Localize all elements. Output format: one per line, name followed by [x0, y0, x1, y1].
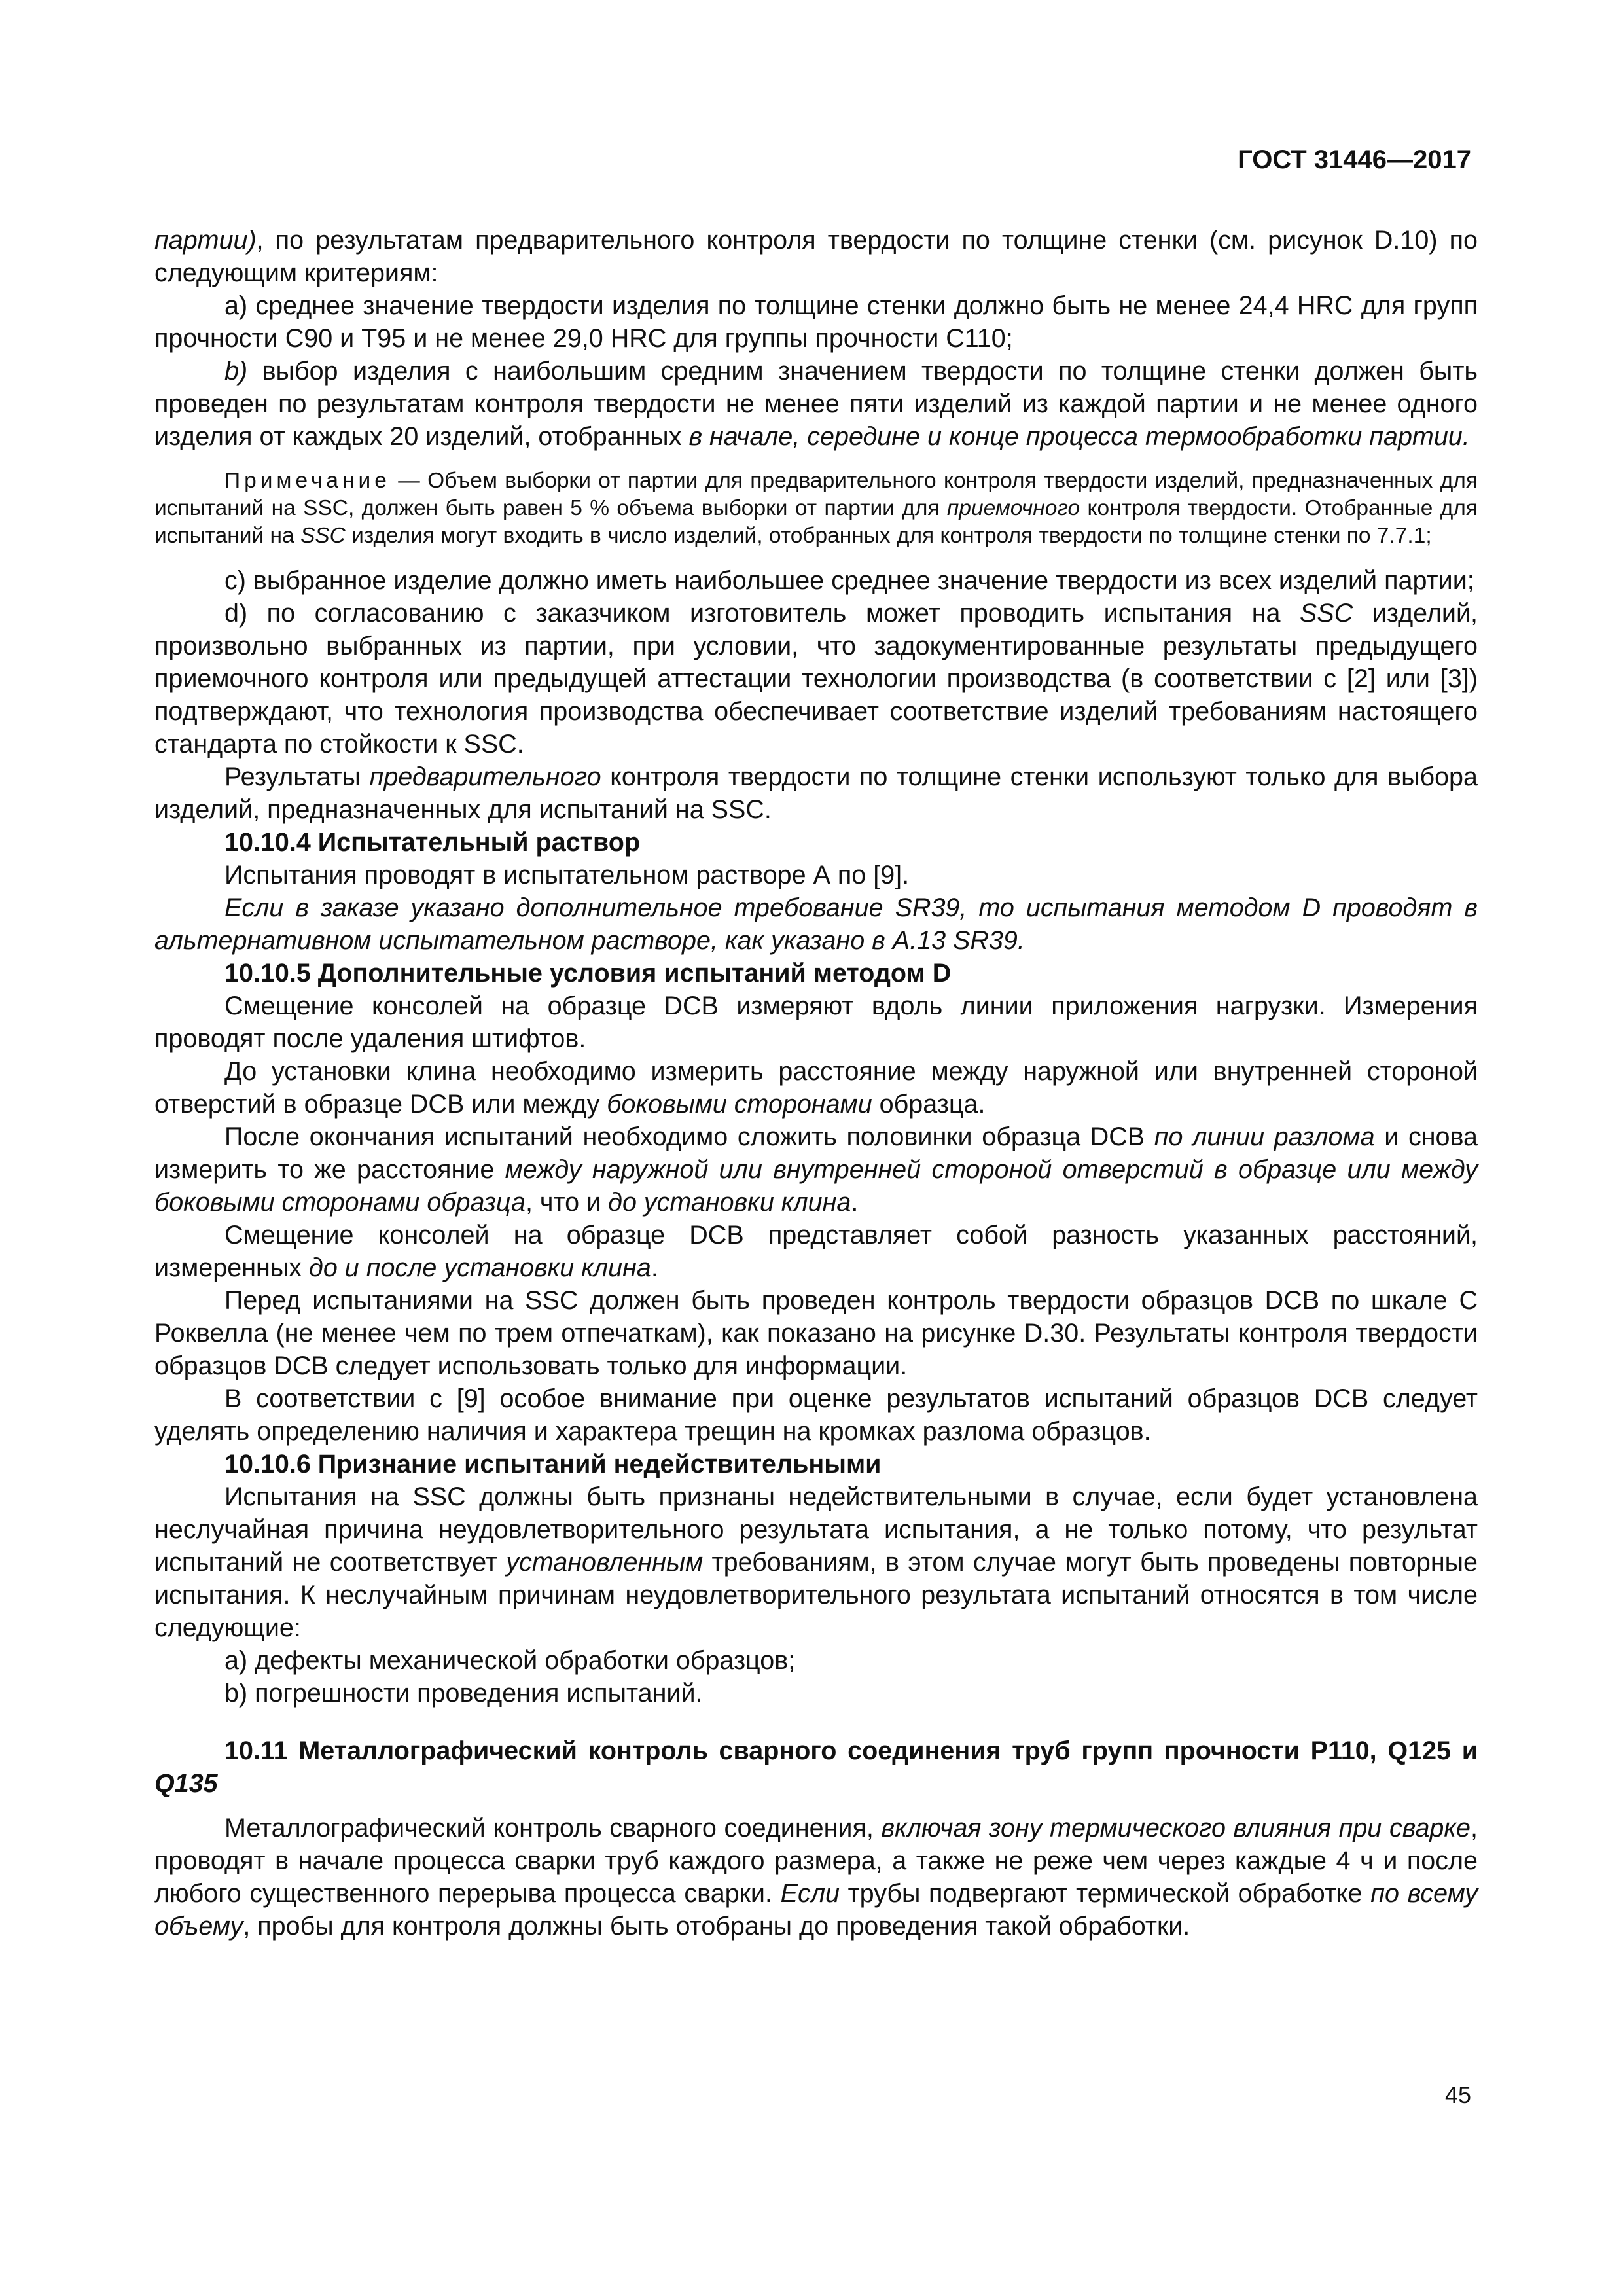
page-number: 45	[1444, 2081, 1471, 2108]
paragraph: Если в заказе указано дополнительное требование SR39, то испытания методом D проводят в альтернативном испытательном растворе, как указано в А.13 SR39.	[154, 893, 1478, 955]
paragraph: Испытания на SSC должны быть признаны недействительными в случае, если будет установлена неслучайная причина неудовлетворительного результата испытания, а не только потому, что результат испытаний не соответствует установленным требованиям, в этом случае могут быть проведены повторные испытания. К неслучайным причинам неудовлетворительного результата испытаний относятся в том числе следующие:	[154, 1482, 1478, 1642]
list-item-a: a) дефекты механической обработки образцов;	[224, 1646, 796, 1675]
subsection-heading: 10.10.5 Дополнительные условия испытаний методом D	[224, 959, 952, 988]
paragraph: Перед испытаниями на SSC должен быть проведен контроль твердости образцов DCB по шкале С Роквелла (не менее чем по трем отпечаткам), как показано на рисунке D.30. Результаты контроля твердости образцов DCB следует использовать только для информации.	[154, 1286, 1478, 1380]
paragraph: Металлографический контроль сварного соединения, включая зону термического влияния при сварке, проводят в начале процесса сварки труб каждого размера, а также не реже чем через каждые 4 ч и после любого существенного перерыва процесса сварки. Если трубы подвергают термической обработке по всему объему, пробы для контроля должны быть отобраны до проведения такой обработки.	[154, 1814, 1478, 1941]
paragraph: После окончания испытаний необходимо сложить половинки образца DCB по линии разлома и снова измерить то же расстояние между наружной или внутренней стороной отверстий в образце или между боковыми сторонами образца, что и до установки клина.	[154, 1122, 1478, 1217]
section-heading: 10.11 Металлографический контроль сварного соединения труб групп прочности Р110, Q125 и Q135	[154, 1736, 1478, 1798]
paragraph: партии), по результатам предварительного контроля твердости по толщине стенки (см. рисунок D.10) по следующим критериям:	[154, 226, 1478, 287]
note-label: Примечание	[224, 469, 391, 493]
paragraph: Результаты предварительного контроля твердости по толщине стенки используют только для выбора изделий, предназначенных для испытаний на SSC.	[154, 762, 1478, 824]
subsection-heading: 10.10.6 Признание испытаний недействительными	[224, 1450, 882, 1479]
paragraph: До установки клина необходимо измерить расстояние между наружной или внутренней стороной отверстий в образце DCB или между боковыми сторонами образца.	[154, 1057, 1478, 1119]
page-body	[154, 224, 1478, 1943]
note: Примечание — Объем выборки от партии для предварительного контроля твердости изделий, предназначенных для испытаний на SSC, должен быть равен 5 % объема выборки от партии для приемочного контроля твердости. Отобранные для испытаний на SSC изделия могут входить в число изделий, отобранных для контроля твердости по толщине стенки по 7.7.1;	[154, 469, 1478, 548]
list-item-a: a) среднее значение твердости изделия по толщине стенки должно быть не менее 24,4 HRC для групп прочности С90 и Т95 и не менее 29,0 HRC для группы прочности С110;	[154, 291, 1478, 353]
list-item-d: d) по согласованию с заказчиком изготовитель может проводить испытания на SSC изделий, произвольно выбранных из партии, при условии, что задокументированные результаты предыдущего приемочного контроля или предыдущей аттестации технологии производства (в соответствии с [2] или [3]) подтверждают, что технология производства обеспечивает соответствие изделий требованиям настоящего стандарта по стойкости к SSC.	[154, 599, 1478, 759]
paragraph: Смещение консолей на образце DCB представляет собой разность указанных расстояний, измеренных до и после установки клина.	[154, 1221, 1478, 1282]
paragraph: Смещение консолей на образце DCB измеряют вдоль линии приложения нагрузки. Измерения проводят после удаления штифтов.	[154, 992, 1478, 1053]
paragraph: Испытания проводят в испытательном растворе А по [9].	[224, 861, 910, 889]
list-item-c: c) выбранное изделие должно иметь наибольшее среднее значение твердости из всех изделий партии;	[224, 566, 1474, 595]
document-designation: ГОСТ 31446—2017	[1238, 145, 1471, 174]
list-item-b: b) погрешности проведения испытаний.	[224, 1679, 703, 1708]
subsection-heading: 10.10.4 Испытательный раствор	[224, 828, 640, 857]
list-item-b: b) выбор изделия с наибольшим средним значением твердости по толщине стенки должен быть проведен по результатам контроля твердости не менее пяти изделий из каждой партии и не менее одного изделия от каждых 20 изделий, отобранных в начале, середине и конце процесса термообработки партии.	[154, 357, 1478, 451]
paragraph: В соответствии с [9] особое внимание при оценке результатов испытаний образцов DCB следует уделять определению наличия и характера трещин на кромках разлома образцов.	[154, 1384, 1478, 1446]
